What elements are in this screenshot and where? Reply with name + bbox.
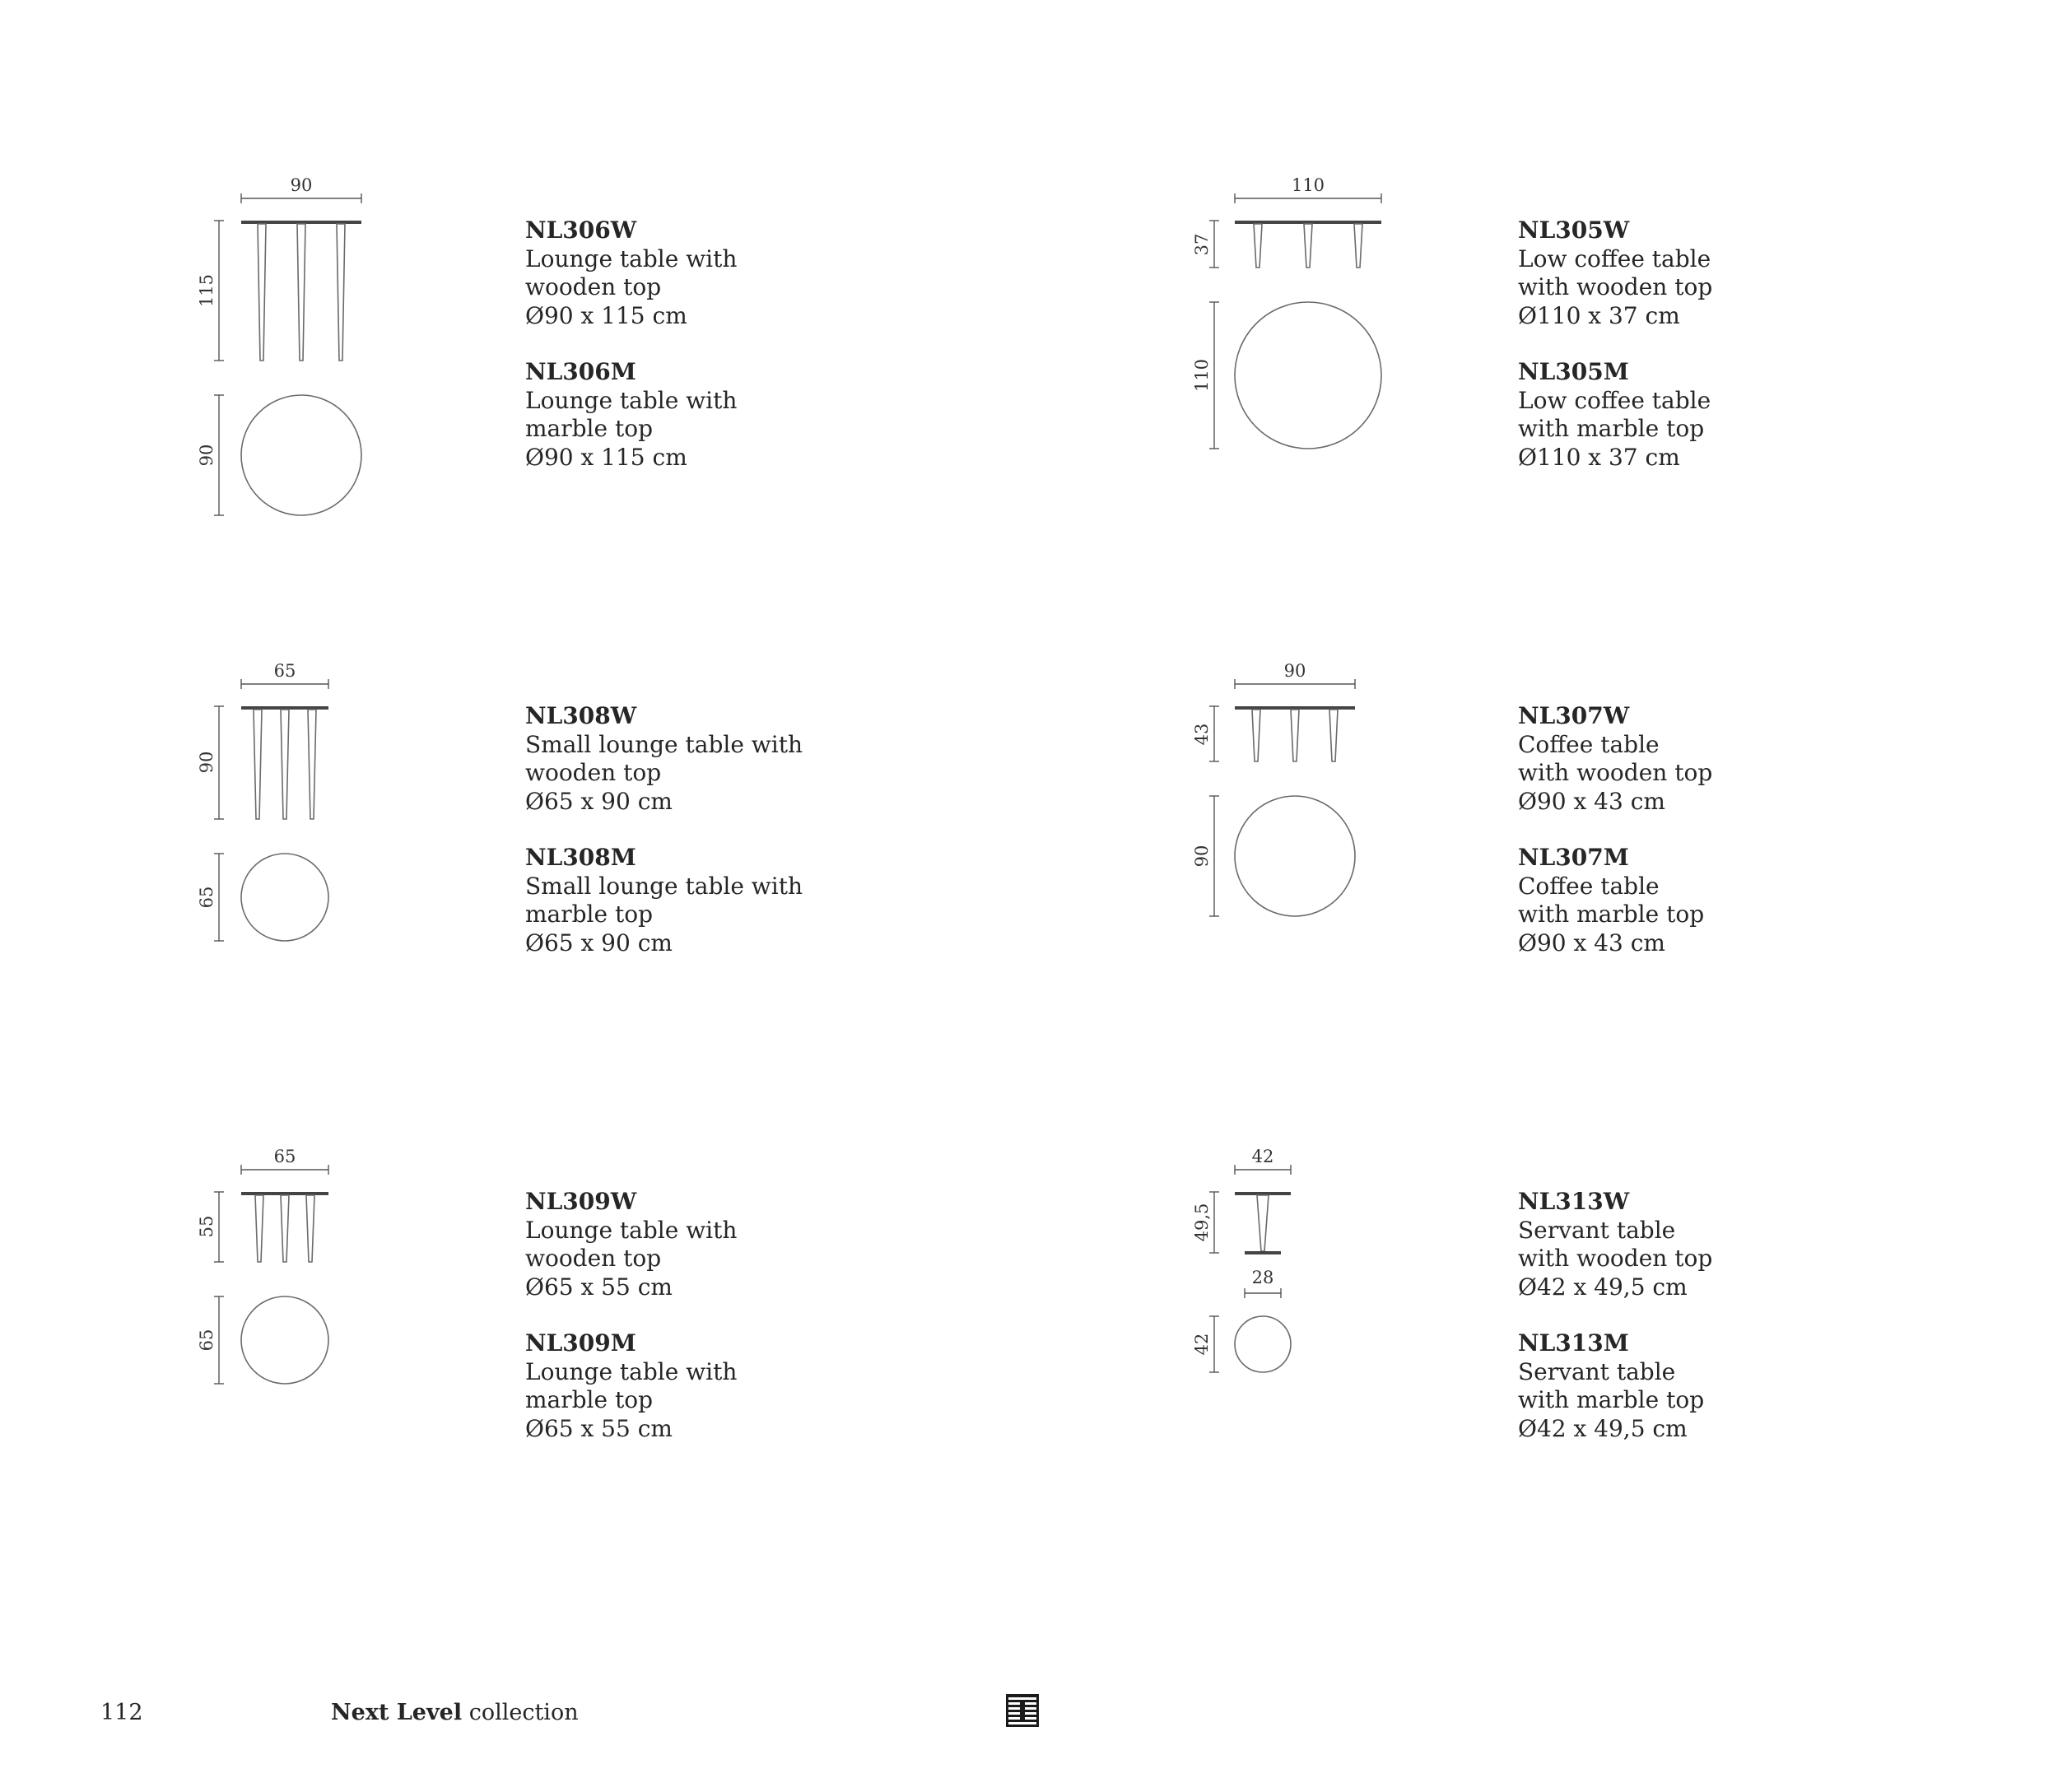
diameter-dimension: 110 bbox=[1192, 358, 1212, 393]
product-code: NL313M bbox=[1518, 1329, 1629, 1357]
collection-title bbox=[331, 1700, 579, 1725]
width-dimension: 65 bbox=[273, 661, 296, 681]
product-desc-line: Lounge table with bbox=[525, 386, 738, 414]
product-size: Ø65 x 90 cm bbox=[525, 787, 673, 815]
collection-name: Next Level bbox=[331, 1700, 463, 1725]
product-desc-line: Coffee table bbox=[1518, 730, 1660, 758]
height-dimension: 49,5 bbox=[1192, 1203, 1212, 1242]
product-variant bbox=[1518, 1329, 1712, 1443]
brand-logo-icon bbox=[1006, 1694, 1039, 1727]
diameter-dimension: 90 bbox=[197, 444, 217, 467]
product-code: NL305M bbox=[1518, 358, 1629, 385]
product-variant bbox=[525, 216, 737, 330]
product-desc-line: with wooden top bbox=[1518, 273, 1713, 300]
product-size: Ø42 x 49,5 cm bbox=[1518, 1273, 1688, 1301]
product-code: NL305W bbox=[1518, 216, 1630, 244]
drawing-nl306 bbox=[189, 169, 387, 534]
product-desc-line: Small lounge table with bbox=[525, 872, 803, 900]
product-code: NL308M bbox=[525, 844, 636, 871]
product-code: NL306W bbox=[525, 216, 637, 244]
description-nl313 bbox=[1518, 1188, 1712, 1443]
product-code: NL309W bbox=[525, 1188, 637, 1215]
width-dimension: 90 bbox=[1283, 661, 1306, 681]
product-size: Ø110 x 37 cm bbox=[1518, 301, 1680, 329]
diameter-dimension: 90 bbox=[1192, 845, 1212, 868]
product-variant bbox=[1518, 844, 1712, 957]
product-size: Ø90 x 115 cm bbox=[525, 301, 687, 329]
product-desc-line: Coffee table bbox=[1518, 872, 1660, 900]
product-size: Ø90 x 43 cm bbox=[1518, 929, 1665, 957]
product-desc-line: Low coffee table bbox=[1518, 244, 1711, 272]
description-nl305 bbox=[1518, 216, 1712, 472]
product-size: Ø65 x 90 cm bbox=[525, 929, 673, 957]
product-code: NL309M bbox=[525, 1329, 636, 1357]
product-code: NL313W bbox=[1518, 1188, 1630, 1215]
description-nl306 bbox=[525, 216, 737, 472]
product-variant bbox=[525, 1329, 737, 1443]
width-dimension: 90 bbox=[290, 175, 313, 195]
product-size: Ø65 x 55 cm bbox=[525, 1273, 673, 1301]
height-dimension: 37 bbox=[1192, 233, 1212, 256]
product-variant bbox=[1518, 1188, 1712, 1301]
height-dimension: 115 bbox=[197, 273, 217, 308]
drawing-nl308 bbox=[189, 654, 370, 954]
product-desc-line: Lounge table with bbox=[525, 1216, 738, 1244]
product-desc-line: with marble top bbox=[1518, 415, 1705, 442]
product-size: Ø90 x 115 cm bbox=[525, 443, 687, 471]
product-desc-line: Lounge table with bbox=[525, 1357, 738, 1385]
product-variant bbox=[525, 844, 803, 957]
drawing-nl313 bbox=[1184, 1140, 1315, 1399]
product-desc-line: marble top bbox=[525, 901, 654, 928]
collection-suffix: collection bbox=[462, 1700, 579, 1725]
width-dimension: 65 bbox=[273, 1147, 296, 1166]
product-size: Ø65 x 55 cm bbox=[525, 1414, 673, 1442]
product-variant bbox=[1518, 358, 1712, 472]
product-desc-line: with marble top bbox=[1518, 1386, 1705, 1413]
product-desc-line: with wooden top bbox=[1518, 1245, 1713, 1272]
product-desc-line: wooden top bbox=[525, 759, 662, 786]
height-dimension: 55 bbox=[197, 1215, 217, 1238]
product-desc-line: Small lounge table with bbox=[525, 730, 803, 758]
description-nl307 bbox=[1518, 702, 1712, 957]
product-code: NL308W bbox=[525, 702, 637, 729]
product-code: NL307M bbox=[1518, 844, 1629, 871]
drawing-nl305 bbox=[1184, 169, 1398, 468]
product-variant bbox=[1518, 702, 1712, 816]
product-desc-line: marble top bbox=[525, 415, 654, 442]
product-code: NL307W bbox=[1518, 702, 1630, 729]
product-code: NL306M bbox=[525, 358, 636, 385]
product-desc-line: Servant table bbox=[1518, 1216, 1676, 1244]
product-desc-line: wooden top bbox=[525, 1245, 662, 1272]
product-desc-line: with wooden top bbox=[1518, 759, 1713, 786]
width-dimension: 110 bbox=[1291, 175, 1325, 195]
product-size: Ø42 x 49,5 cm bbox=[1518, 1414, 1688, 1442]
product-desc-line: Low coffee table bbox=[1518, 386, 1711, 414]
product-size: Ø110 x 37 cm bbox=[1518, 443, 1680, 471]
height-dimension: 90 bbox=[197, 751, 217, 774]
base-dimension: 28 bbox=[1251, 1268, 1274, 1287]
product-variant bbox=[525, 702, 803, 816]
product-desc-line: wooden top bbox=[525, 273, 662, 300]
diameter-dimension: 42 bbox=[1192, 1333, 1212, 1356]
height-dimension: 43 bbox=[1192, 723, 1212, 746]
product-desc-line: marble top bbox=[525, 1386, 654, 1413]
description-nl309 bbox=[525, 1188, 737, 1443]
description-nl308 bbox=[525, 702, 803, 957]
drawing-nl309 bbox=[189, 1140, 370, 1407]
product-desc-line: with marble top bbox=[1518, 901, 1705, 928]
product-variant bbox=[525, 358, 737, 472]
product-desc-line: Servant table bbox=[1518, 1357, 1676, 1385]
product-variant bbox=[1518, 216, 1712, 330]
product-size: Ø90 x 43 cm bbox=[1518, 787, 1665, 815]
product-desc-line: Lounge table with bbox=[525, 244, 738, 272]
page-number: 112 bbox=[100, 1700, 143, 1725]
diameter-dimension: 65 bbox=[197, 886, 217, 909]
diameter-dimension: 65 bbox=[197, 1329, 217, 1352]
width-dimension: 42 bbox=[1251, 1147, 1274, 1166]
product-variant bbox=[525, 1188, 737, 1301]
drawing-nl307 bbox=[1184, 654, 1381, 938]
